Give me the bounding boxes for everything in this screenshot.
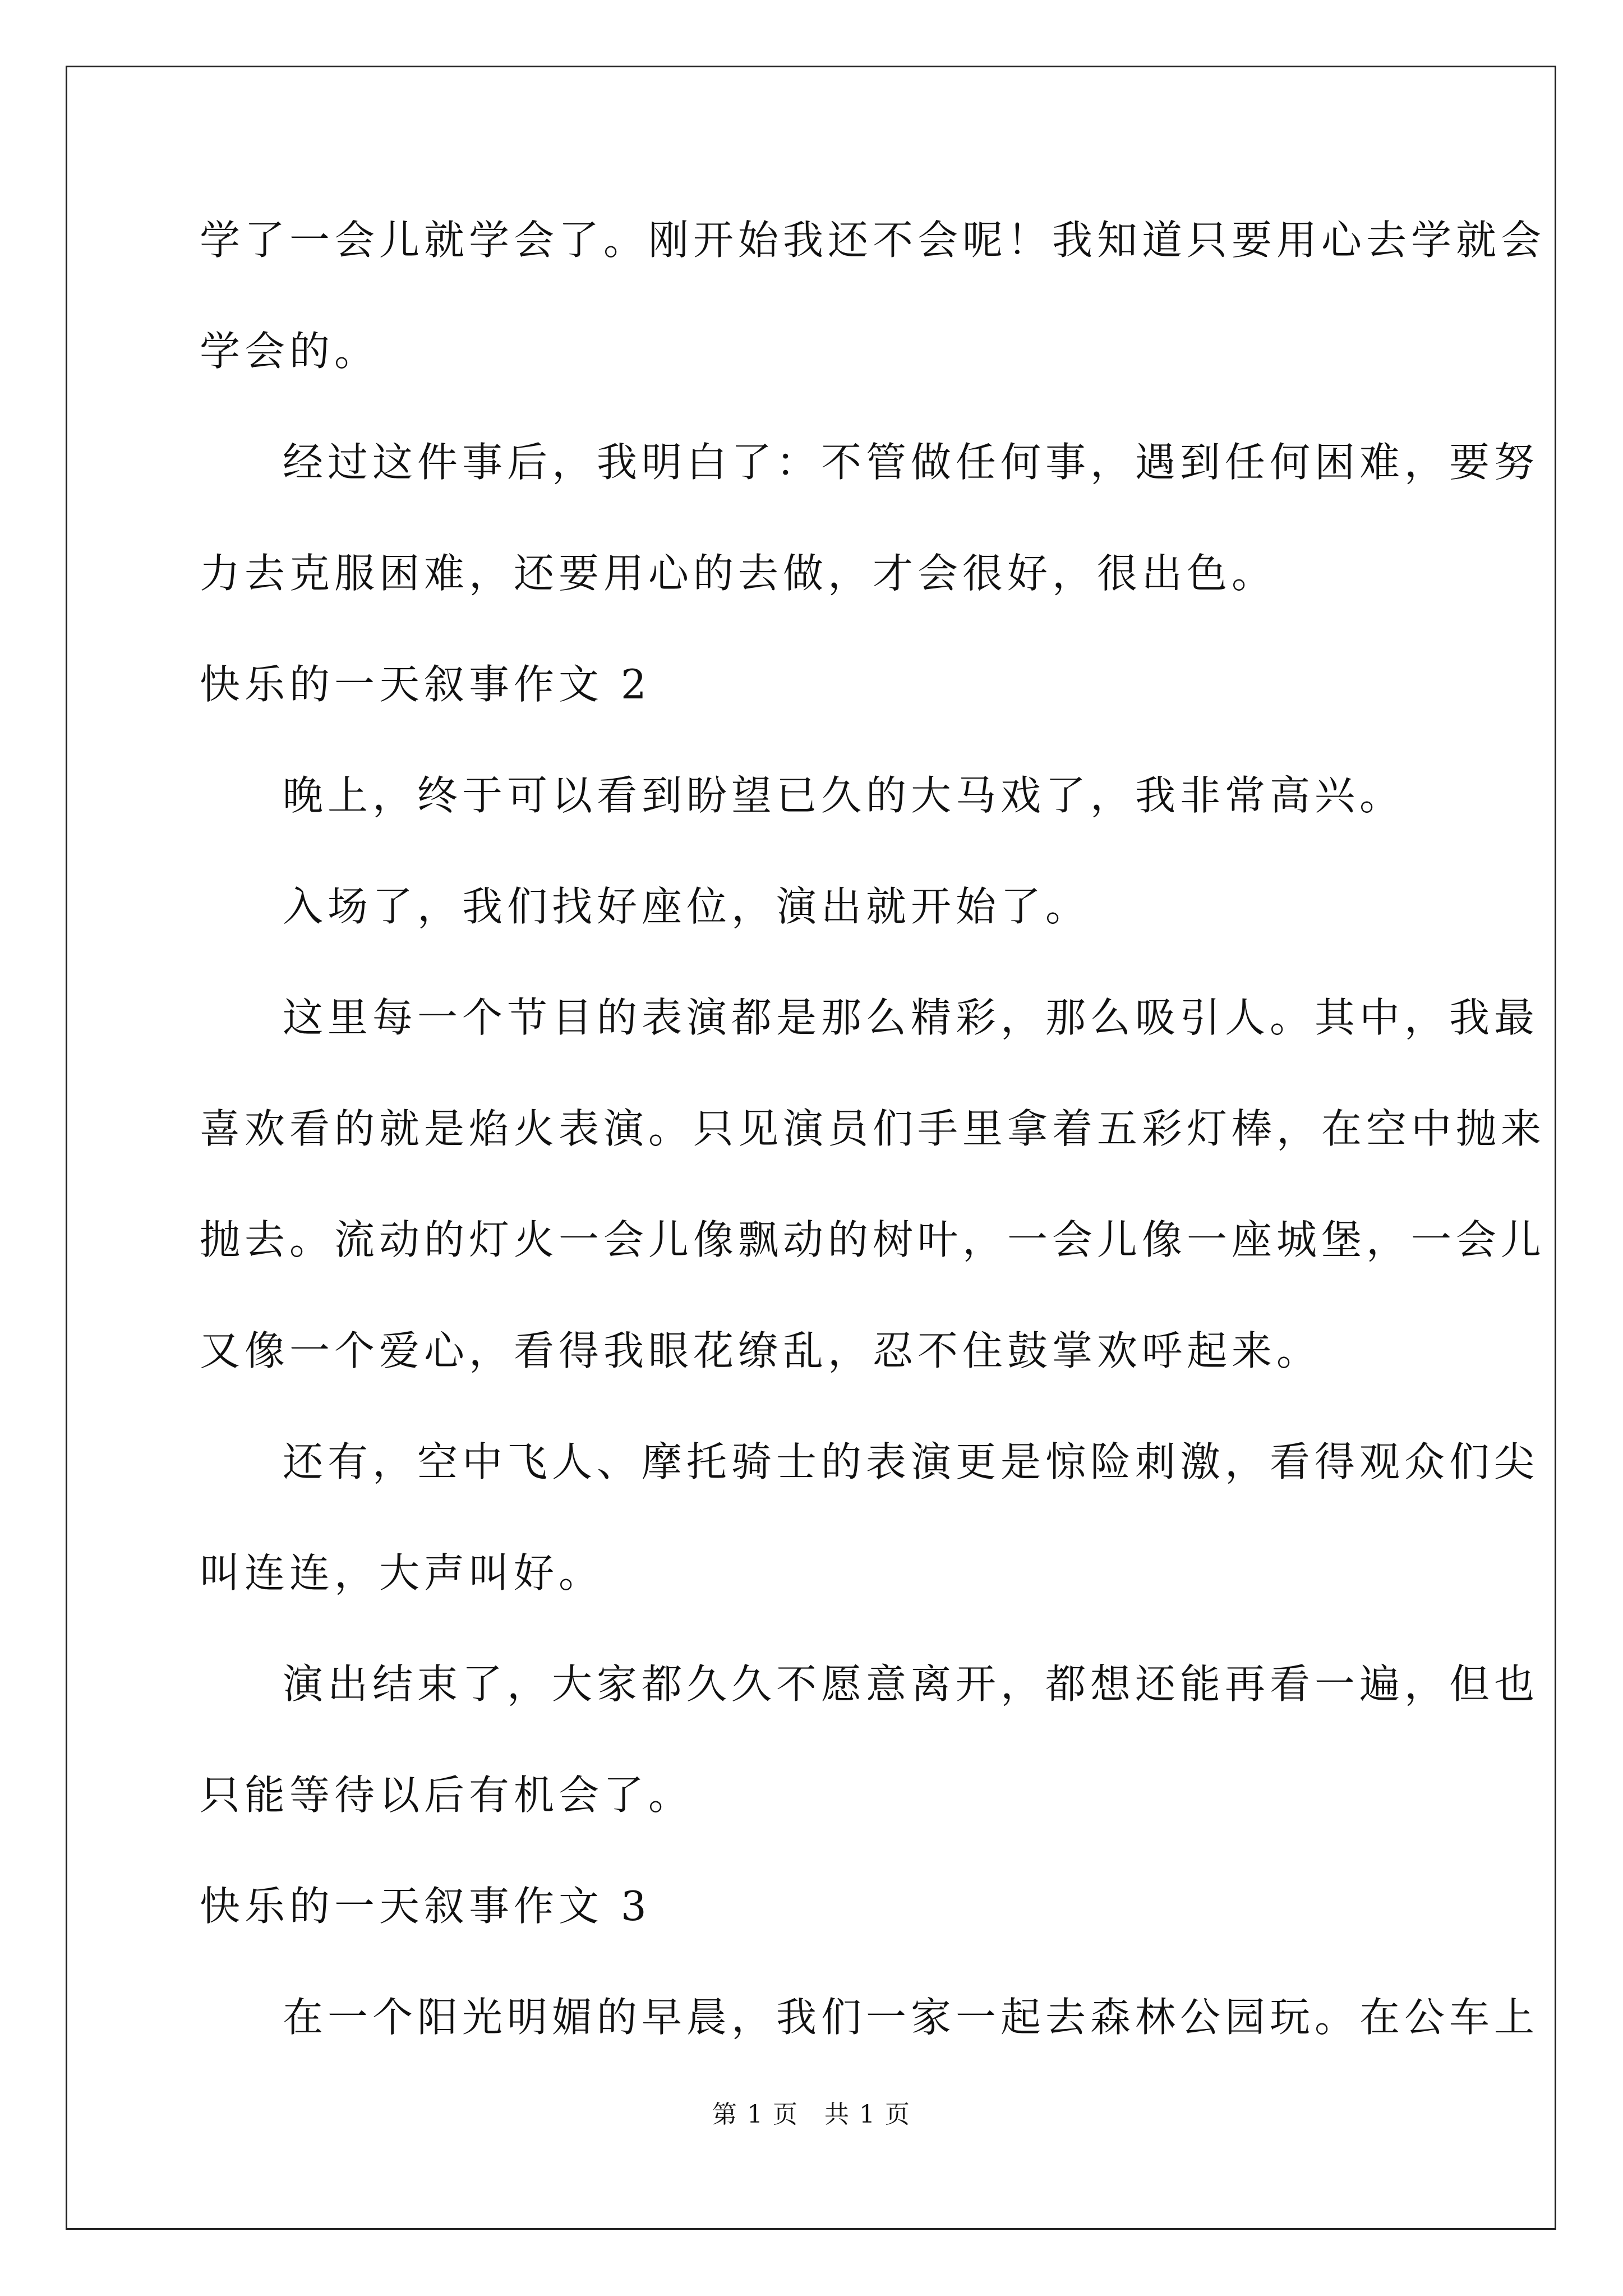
paragraph-line: 叫连连，大声叫好。 — [200, 1549, 604, 1596]
paragraph-line: 经过这件事后，我明白了：不管做任何事，遇到任何困难，要努 — [283, 439, 1539, 486]
paragraph-line: 只能等待以后有机会了。 — [200, 1772, 694, 1819]
paragraph-line: 晚上，终于可以看到盼望已久的大马戏了，我非常高兴。 — [283, 772, 1405, 819]
paragraph-line: 演出结束了，大家都久久不愿意离开，都想还能再看一遍，但也 — [283, 1660, 1539, 1708]
paragraph-line: 还有，空中飞人、摩托骑士的表演更是惊险刺激，看得观众们尖 — [283, 1438, 1539, 1485]
paragraph-line: 在一个阳光明媚的早晨，我们一家一起去森林公园玩。在公车上 — [283, 1994, 1539, 2041]
paragraph-line: 学会的。 — [200, 328, 380, 375]
paragraph-line: 又像一个爱心，看得我眼花缭乱，忍不住鼓掌欢呼起来。 — [200, 1327, 1322, 1374]
page-footer: 第 1 页 共 1 页 — [712, 2100, 911, 2129]
paragraph-line: 入场了，我们找好座位，演出就开始了。 — [283, 883, 1091, 930]
paragraph-line: 这里每一个节目的表演都是那么精彩，那么吸引人。其中，我最 — [283, 994, 1539, 1041]
section-heading: 快乐的一天叙事作文 3 — [200, 1883, 651, 1930]
paragraph-line: 学了一会儿就学会了。刚开始我还不会呢！我知道只要用心去学就会 — [200, 217, 1546, 264]
paragraph-line: 力去克服困难，还要用心的去做，才会很好，很出色。 — [200, 550, 1277, 597]
paragraph-line: 喜欢看的就是焰火表演。只见演员们手里拿着五彩灯棒，在空中抛来 — [200, 1105, 1546, 1152]
paragraph-line: 抛去。流动的灯火一会儿像飘动的树叶，一会儿像一座城堡，一会儿 — [200, 1216, 1546, 1263]
section-heading: 快乐的一天叙事作文 2 — [200, 661, 651, 708]
